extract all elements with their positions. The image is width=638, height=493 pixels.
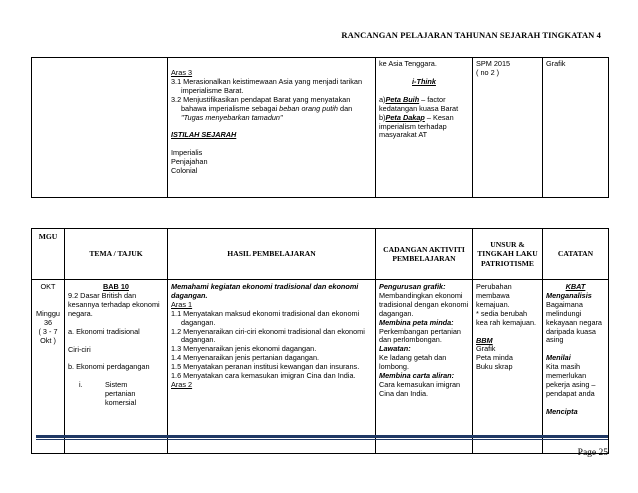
page-header-title: RANCANGAN PELAJARAN TAHUNAN SEJARAH TINGKATAN 4: [341, 30, 601, 40]
term: Imperialis: [171, 148, 203, 158]
hasil-intro: Memahami kegiatan ekonomi tradisional dan ekonomi dagangan.: [171, 282, 359, 300]
hp-item: 3.1 Merasionalkan keistimewaan Asia yang menjadi tarikan imperialisme Barat.: [171, 76, 363, 95]
catatan-heading: Mencipta: [546, 406, 578, 416]
aras-label: Aras 1: [171, 299, 193, 309]
hp-item: 3.2 Menjustifikasikan pendapat Barat yang menyatakan bahawa imperialisme sebagai beban orang putih dan "Tugas menyebarkan tamadun": [171, 94, 353, 122]
page-number: Page 25: [577, 448, 608, 458]
cadangan-text: Cara kemasukan imigran Cina dan India.: [379, 379, 461, 398]
footer-rule-thin: [36, 439, 608, 440]
tema-a: a. Ekonomi tradisional: [68, 326, 140, 336]
bbm-item: Grafik: [476, 344, 496, 354]
ithink-heading: i-Think: [412, 76, 436, 86]
tema-sub: i. Sistem pertanian komersial: [79, 380, 137, 408]
aktiviti-cell: [376, 58, 473, 198]
tema-b: b. Ekonomi perdagangan: [68, 362, 150, 372]
catatan-heading: Menilai: [546, 353, 571, 363]
table-row: [32, 58, 609, 198]
unsur-cell: [473, 58, 543, 198]
mgu-num: 36: [43, 317, 53, 327]
bbm-heading: BBM: [476, 335, 493, 345]
unsur-text: * sedia berubah kea rah kemajuan.: [476, 308, 537, 327]
cadangan-text: Ke ladang getah dan lombong.: [379, 353, 447, 372]
catatan-cell: Grafik: [543, 58, 609, 198]
aktiviti-line: ke Asia Tenggara.: [379, 59, 437, 68]
catatan-text: Bagaimana melindungi kekayaan negara daripada kuasa asing: [546, 299, 602, 345]
unsur-line: ( no 2 ): [476, 67, 500, 77]
istilah-heading: ISTILAH SEJARAH: [171, 130, 237, 140]
bbm-item: Peta minda: [476, 353, 513, 363]
tema-ciri: Ciri-ciri: [68, 344, 91, 354]
bab-title: BAB 10: [103, 282, 129, 291]
term: Colonial: [171, 166, 198, 176]
mgu-cell: [32, 280, 65, 454]
kbat-heading: KBAT: [565, 282, 586, 291]
mgu-month: OKT: [40, 282, 56, 291]
footer-rule: [36, 435, 608, 438]
header-cadangan: CADANGAN AKTIVITI PEMBELAJARAN: [376, 229, 473, 280]
aras-label: Aras 2: [171, 379, 193, 389]
hp-item: 1.4 Menyenaraikan jenis pertanian dagangan.: [171, 353, 320, 363]
hasil-cell: [168, 280, 376, 454]
mgu-range: ( 3 - 7: [38, 326, 58, 336]
header-unsur: UNSUR & TINGKAH LAKU PATRIOTISME: [473, 229, 543, 280]
cadangan-text: Perkembangan pertanian dan perlombongan.: [379, 326, 461, 345]
header-hasil: HASIL PEMBELAJARAN: [168, 229, 376, 280]
header-catatan: CATATAN: [543, 229, 609, 280]
hp-item: 1.1 Menyatakan maksud ekonomi tradisional dan ekonomi dagangan.: [171, 308, 360, 327]
catatan-cell: [543, 280, 609, 454]
mgu-minggu: Minggu: [36, 308, 60, 318]
aktiviti-b: b)Peta Dakap – Kesan imperialism terhadap masyarakat AT: [379, 112, 454, 140]
cadangan-heading: Membina carta aliran:: [379, 371, 455, 381]
unsur-text: Perubahan membawa kemajuan.: [476, 282, 512, 309]
cadangan-text: Membandingkan ekonomi tradisional dengan ekonomi dagangan.: [379, 290, 469, 318]
main-table: [31, 228, 609, 454]
hp-item: 1.5 Menyatakan peranan institusi kewangan dan insurans.: [171, 362, 360, 372]
mgu-cell-empty: [32, 58, 168, 198]
header-mgu: MGU: [32, 229, 65, 280]
catatan-text: Kita masih memerlukan pekerja asing – pendapat anda: [546, 362, 596, 398]
catatan-heading: Menganalisis: [546, 290, 592, 300]
unsur-line: SPM 2015: [476, 59, 511, 68]
aras-label: Aras 3: [171, 68, 193, 77]
tema-cell: [65, 280, 168, 454]
header-tema: TEMA / TAJUK: [65, 229, 168, 280]
table-header-row: [32, 229, 609, 280]
unsur-cell: [473, 280, 543, 454]
cadangan-heading: Lawatan:: [379, 344, 411, 354]
cadangan-heading: Membina peta minda:: [379, 317, 454, 327]
tema-title: 9.2 Dasar British dan kesannya terhadap ekonomi negara.: [68, 290, 160, 318]
hp-item: 1.6 Menyatakan cara kemasukan imigran Cina dan India.: [171, 371, 356, 381]
top-table: [31, 57, 609, 198]
cadangan-cell: [376, 280, 473, 454]
term: Penjajahan: [171, 157, 208, 167]
aktiviti-a: a)Peta Buih – factor kedatangan kuasa Barat: [379, 94, 459, 113]
table-row: [32, 280, 609, 454]
hp-item: 1.3 Menyenaraikan jenis ekonomi dagangan.: [171, 344, 317, 354]
hasil-cell: [168, 58, 376, 198]
bbm-item: Buku skrap: [476, 362, 513, 372]
hp-item: 1.2 Menyenaraikan ciri-ciri ekonomi tradisional dan ekonomi dagangan.: [171, 326, 365, 345]
cadangan-heading: Pengurusan grafik:: [379, 282, 446, 291]
mgu-range: Okt ): [40, 335, 56, 345]
